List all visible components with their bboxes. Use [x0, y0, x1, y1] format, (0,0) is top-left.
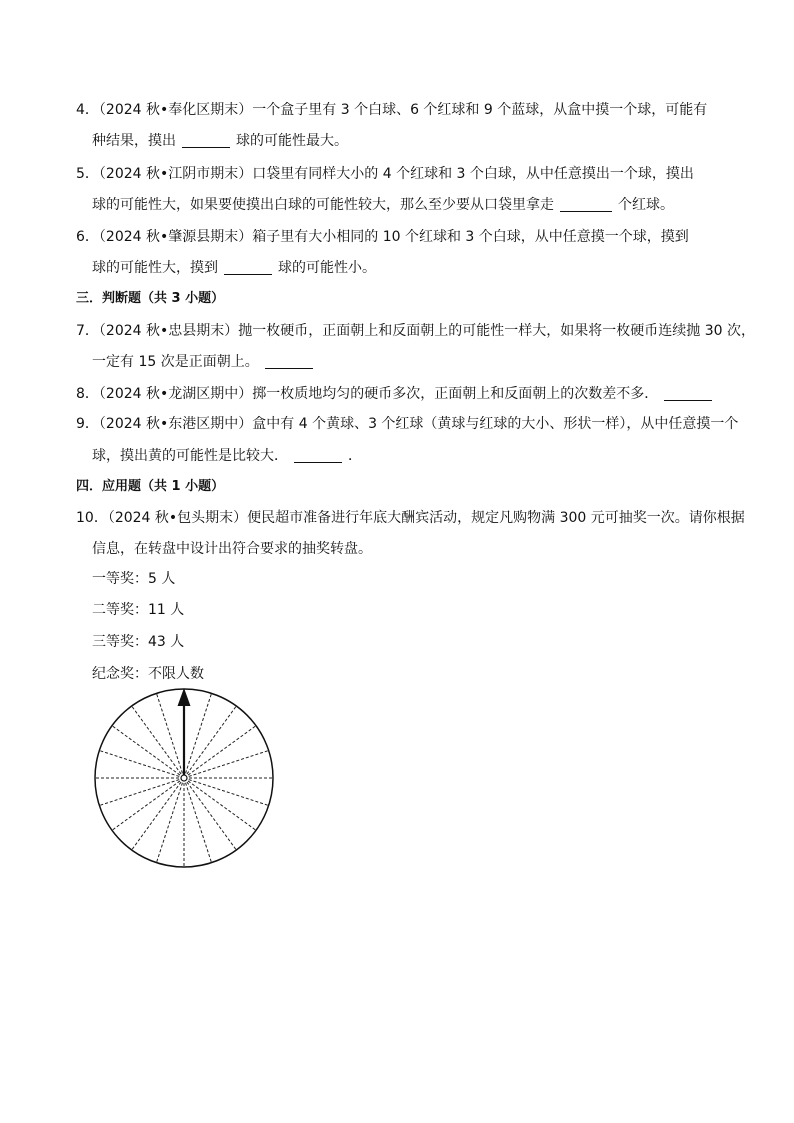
spinner-divider-line: [184, 693, 212, 778]
question-text: 球，摸出黄的可能性是比较大．: [92, 448, 288, 464]
spinner-divider-line: [157, 693, 185, 778]
question-text: 种结果，摸出: [92, 133, 176, 149]
question-number: 4．: [76, 102, 99, 118]
question-text: 球的可能性大，如果要使摸出白球的可能性较大，那么至少要从口袋里拿走: [92, 197, 554, 213]
section-heading-apply: 四．应用题（共 1 小题）: [76, 479, 225, 494]
question-7-line-2: [92, 352, 319, 372]
question-number: 6．: [76, 229, 99, 245]
question-number: 9．: [76, 416, 99, 432]
spinner-arrow: [178, 688, 191, 781]
question-text: 一定有 15 次是正面朝上。: [92, 354, 259, 370]
prize-spinner-wheel: [90, 684, 280, 874]
question-text: （2024 秋•江阴市期末）口袋里有同样大小的 4 个红球和 3 个白球，从中任意摸出一个球，摸出: [98, 166, 694, 182]
spinner-divider-line: [157, 778, 185, 863]
question-5-line-2: [92, 195, 674, 215]
spinner-divider-line: [132, 706, 184, 778]
section-heading-judge: 三．判断题（共 3 小题）: [76, 291, 225, 306]
question-text: 球的可能性大，摸到: [92, 260, 218, 276]
question-8-line-1: [76, 384, 718, 404]
question-text: 个红球。: [618, 197, 674, 213]
spinner-divider-line: [132, 778, 184, 850]
question-number: 5．: [76, 166, 99, 182]
prize-second: 二等奖：11 人: [92, 602, 185, 618]
question-text: （2024 秋•奉化区期末）一个盒子里有 3 个白球、6 个红球和 9 个蓝球，从盒中摸一个球，可能有: [98, 102, 708, 118]
question-text: ．: [348, 448, 362, 464]
arrow-head: [178, 688, 191, 706]
question-9-line-1: [76, 414, 738, 434]
question-10-line-1: [76, 508, 745, 528]
question-text: （2024 秋•肇源县期末）箱子里有大小相同的 10 个红球和 3 个白球，从中任意摸一个球，摸到: [98, 229, 689, 245]
question-text: （2024 秋•包头期末）便民超市准备进行年底大酬宾活动，规定凡购物满 300 元可抽奖一次。请你根据: [107, 510, 745, 526]
question-text: 球的可能性小。: [278, 260, 376, 276]
question-10-line-2: [92, 539, 372, 559]
question-text: （2024 秋•东港区期中）盒中有 4 个黄球、3 个红球（黄球与红球的大小、形状一样），从中任意摸一个: [98, 416, 739, 432]
spinner-divider-line: [112, 726, 184, 778]
spinner-divider-line: [184, 706, 236, 778]
question-text: （2024 秋•忠县期末）抛一枚硬币，正面朝上和反面朝上的可能性一样大，如果将一枚硬币连续抛 30 次，: [98, 323, 755, 339]
spinner-divider-line: [184, 778, 212, 863]
question-9-line-2: [92, 446, 362, 466]
question-4-line-2: [92, 131, 348, 151]
question-6-line-2: [92, 258, 376, 278]
answer-blank[interactable]: [294, 448, 342, 463]
question-text: （2024 秋•龙湖区期中）掷一枚质地均匀的硬币多次，正面朝上和反面朝上的次数差不多．: [98, 386, 659, 402]
spinner-divider-line: [184, 751, 269, 779]
spinner-divider-line: [184, 726, 256, 778]
question-text: 球的可能性最大。: [236, 133, 348, 149]
answer-blank[interactable]: [182, 133, 230, 148]
question-number: 7．: [76, 323, 99, 339]
prize-first: 一等奖：5 人: [92, 571, 176, 587]
answer-blank[interactable]: [224, 260, 272, 275]
answer-blank[interactable]: [560, 197, 612, 212]
question-6-line-1: [76, 227, 689, 247]
question-text: 信息，在转盘中设计出符合要求的抽奖转盘。: [92, 541, 372, 557]
spinner-divider-line: [184, 778, 256, 830]
prize-souvenir: 纪念奖：不限人数: [92, 666, 204, 682]
spinner-divider-line: [99, 751, 184, 779]
spinner-divider-line: [184, 778, 269, 806]
question-7-line-1: [76, 321, 755, 341]
answer-blank[interactable]: [664, 386, 712, 401]
question-4-line-1: [76, 100, 707, 120]
prize-third: 三等奖：43 人: [92, 634, 185, 650]
spinner-divider-line: [112, 778, 184, 830]
answer-blank[interactable]: [265, 354, 313, 369]
spinner-divider-line: [184, 778, 236, 850]
question-5-line-1: [76, 164, 694, 184]
question-number: 10．: [76, 510, 108, 526]
spinner-divider-line: [99, 778, 184, 806]
question-number: 8．: [76, 386, 99, 402]
spinner-center: [181, 775, 187, 781]
